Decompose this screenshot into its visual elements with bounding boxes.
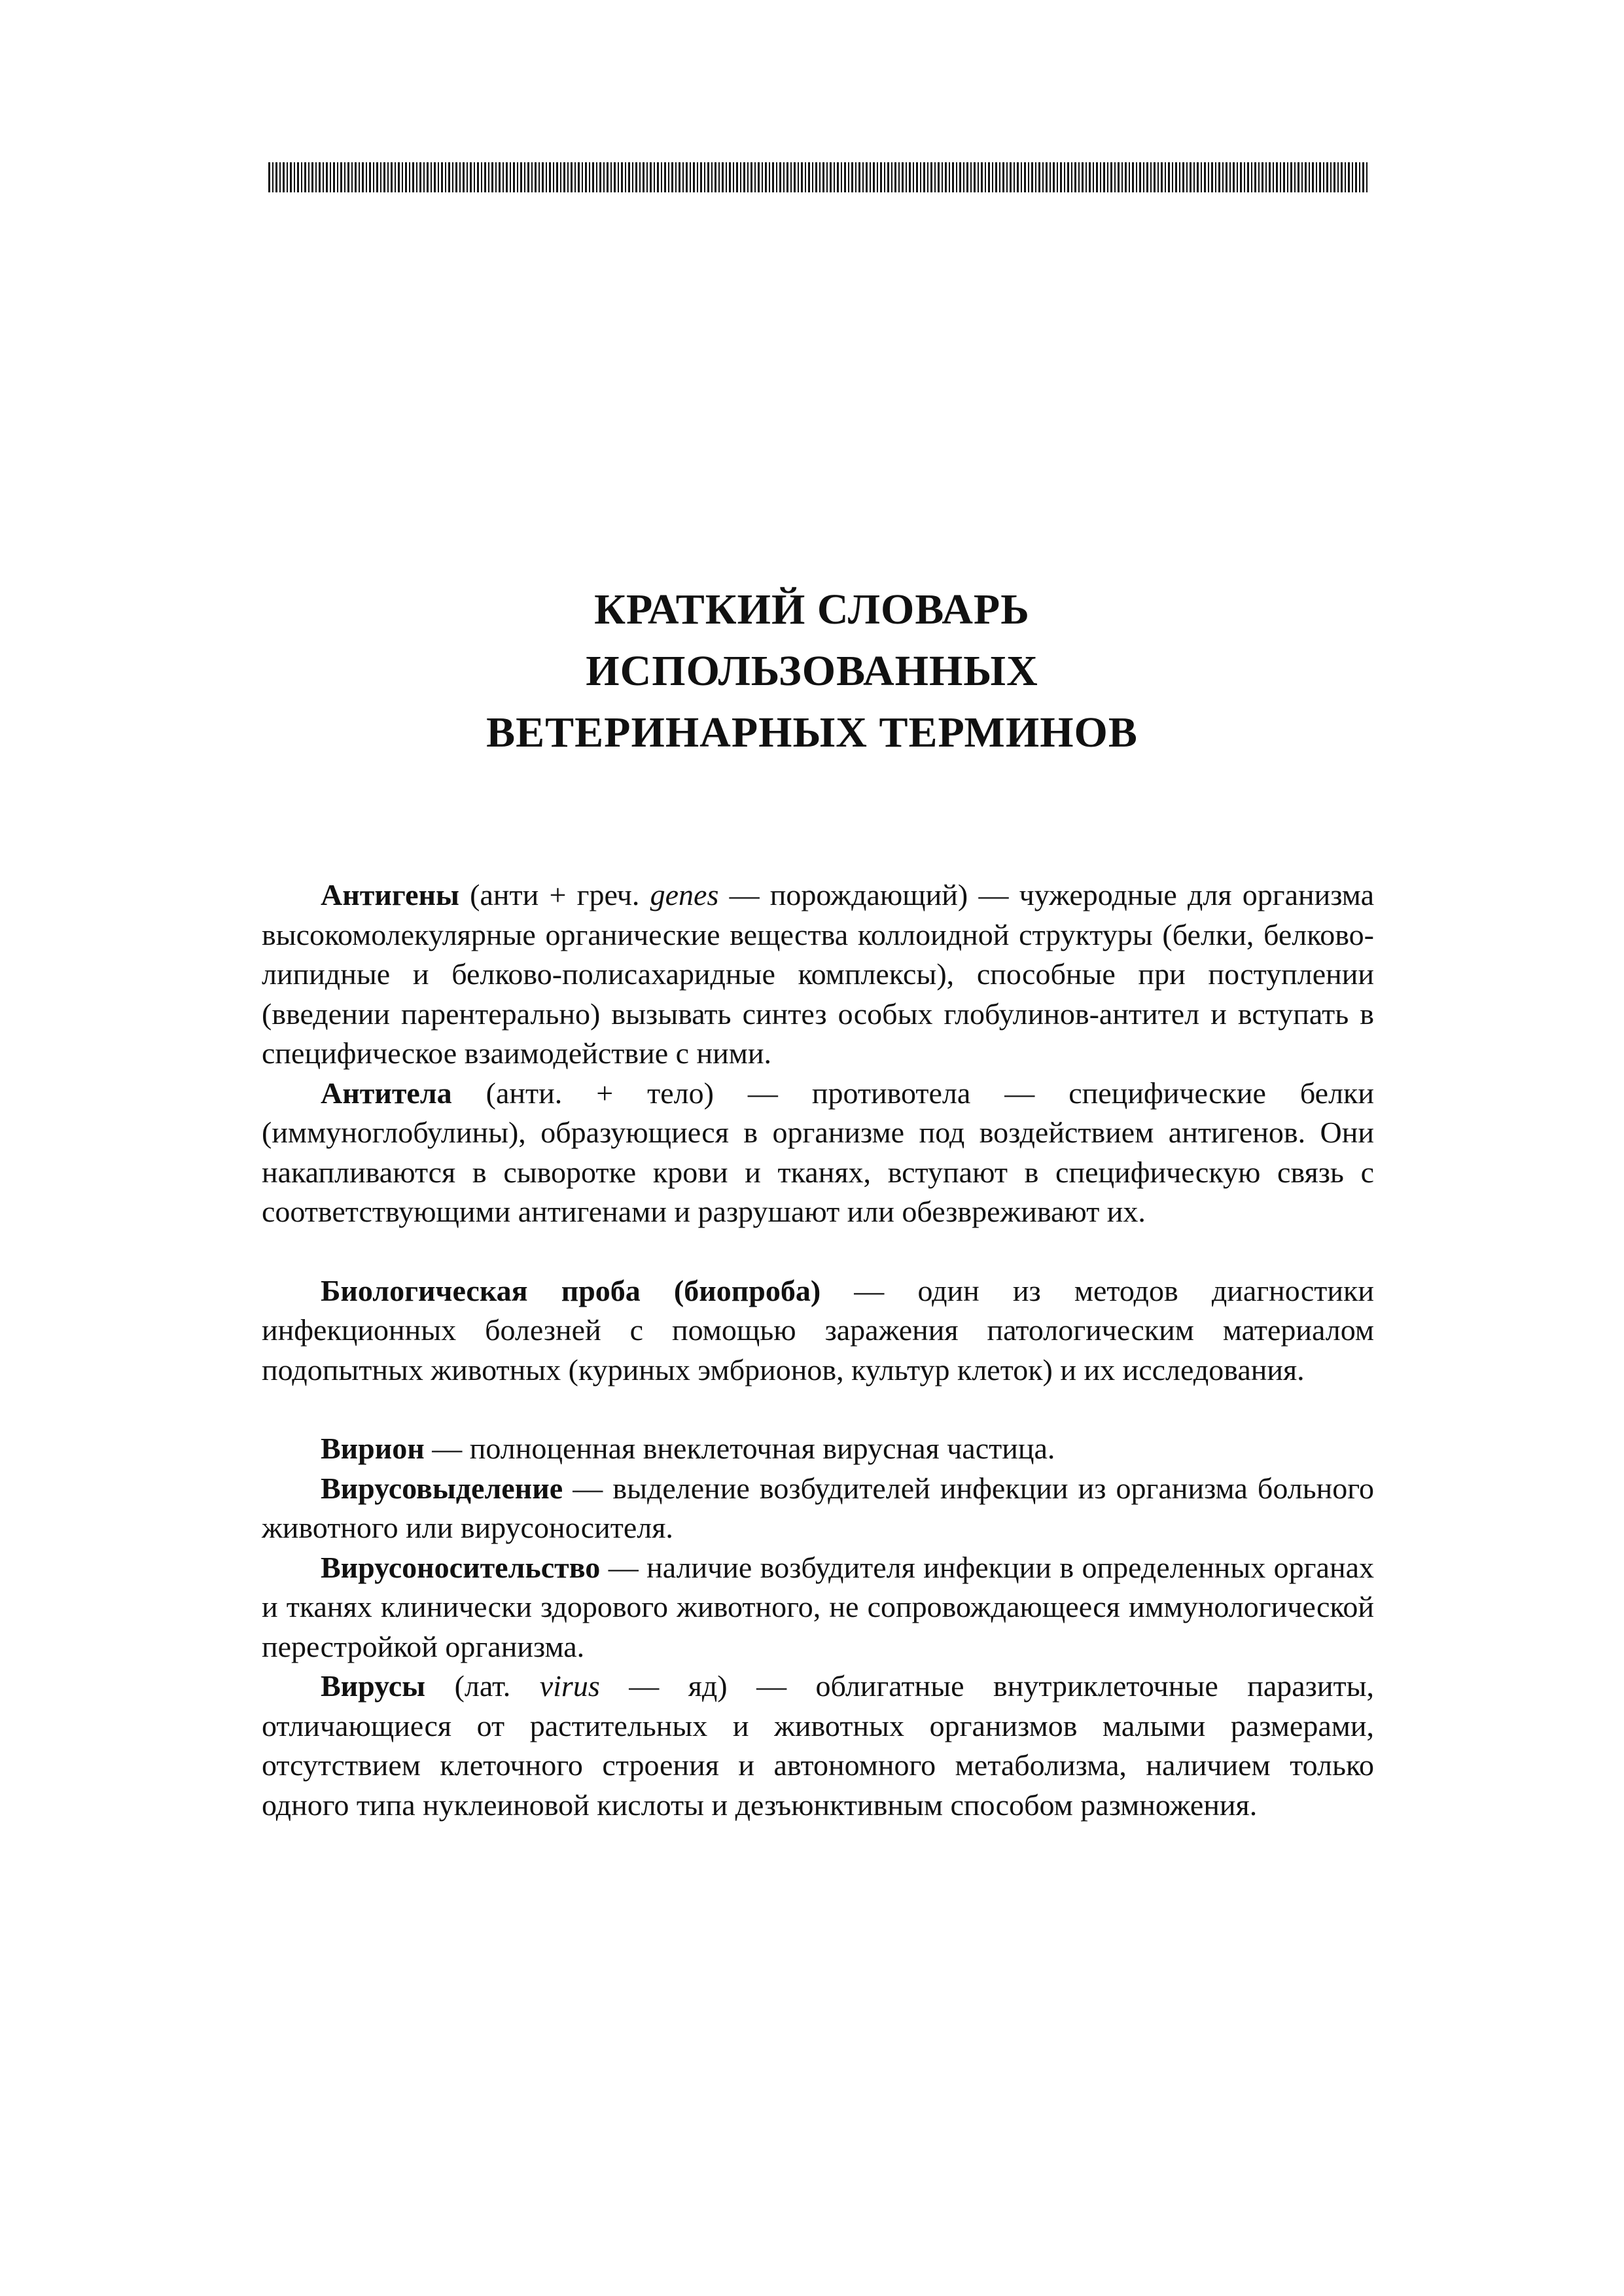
glossary-term: Антигены: [321, 878, 459, 911]
glossary-definition: (лат.: [425, 1669, 540, 1703]
header-decorative-rule: [268, 162, 1369, 192]
glossary-entry-virus-shedding: [262, 1469, 1374, 1548]
glossary-content: [262, 875, 1374, 1825]
section-gap: [262, 1232, 1374, 1271]
title-line-1: КРАТКИЙ СЛОВАРЬ: [594, 586, 1030, 633]
glossary-entry-antibodies: [262, 1074, 1374, 1232]
glossary-entry-bioassay: [262, 1271, 1374, 1390]
glossary-term: Вирусоносительство: [321, 1550, 601, 1584]
glossary-definition: — выделение возбудителей инфекции из организма больного животного или вирусоносителя.: [262, 1471, 1374, 1544]
glossary-term: Антитела: [321, 1076, 452, 1110]
glossary-term: Вирусы: [321, 1669, 426, 1703]
glossary-definition: — яд) — облигатные внутриклеточные паразиты, отличающиеся от растительных и животных организмов малыми размерами, отсутствием клеточного строения и автономного метаболизма, наличием только одного типа нуклеиновой кислоты и дезъюнктивным способом размножения.: [262, 1669, 1374, 1822]
glossary-foreign-word: genes: [650, 878, 719, 911]
glossary-entry-virus-carriage: [262, 1548, 1374, 1667]
glossary-entry-antigens: [262, 875, 1374, 1074]
glossary-term: Биологическая проба (биопроба): [321, 1273, 821, 1307]
glossary-definition: (анти + греч.: [459, 878, 650, 911]
glossary-definition: — один из методов диагностики инфекционных болезней с помощью заражения патологическим материалом подопытных животных (куриных эмбрионов, культур клеток) и их исследования.: [262, 1273, 1374, 1386]
glossary-definition: — порождающий) — чужеродные для организма высокомолекулярные органические вещества коллоидной структуры (белки, белково-липидные и белково-полисахаридные комплексы), способные при поступлении (введении парентерально) вызывать синтез особых глобулинов-антител и вступать в специфическое взаимодействие с ними.: [262, 878, 1375, 1070]
glossary-term: Вирион: [321, 1432, 425, 1465]
glossary-entry-virion: [262, 1429, 1374, 1469]
section-gap: [262, 1390, 1374, 1429]
glossary-definition: — наличие возбудителя инфекции в определенных органах и тканях клинически здорового животного, не сопровождающееся иммунологической перестройкой организма.: [262, 1550, 1374, 1663]
glossary-foreign-word: virus: [539, 1669, 600, 1703]
glossary-entry-viruses: [262, 1667, 1374, 1825]
glossary-term: Вирусовыделение: [321, 1471, 563, 1505]
title-line-2: ИСПОЛЬЗОВАННЫХ: [586, 647, 1038, 695]
glossary-definition: (анти. + тело) — противотела — специфические белки (иммуноглобулины), образующиеся в организме под воздействием антигенов. Они накапливаются в сыворотке крови и тканях, вступают в специфическую связь с соответствующими антигенами и разрушают или обезвреживают их.: [262, 1076, 1374, 1228]
title-line-3: ВЕТЕРИНАРНЫХ ТЕРМИНОВ: [486, 709, 1138, 756]
page-title: [0, 579, 1624, 764]
glossary-definition: — полноценная внеклеточная вирусная частица.: [424, 1432, 1055, 1465]
